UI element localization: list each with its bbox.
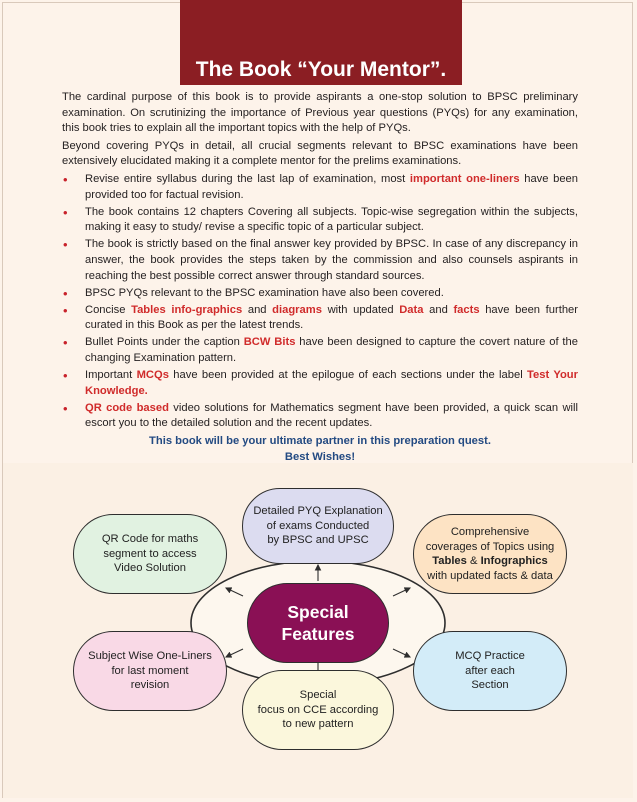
intro-paragraph-2: Beyond covering PYQs in detail, all crucial segments relevant to BPSC examinations have been extensively elucidated making it a complete mentor for the prelims examinations. bbox=[62, 139, 578, 168]
special-features-center: Special Features bbox=[247, 583, 389, 663]
intro-paragraph-1: The cardinal purpose of this book is to provide aspirants a one-stop solution to BPSC preliminary examination. On scrutinizing the importance of Previous year questions (PYQs) for any examination, this book tries to explain all the important topics with the help of PYQs. bbox=[62, 91, 578, 135]
feature-list bbox=[62, 172, 578, 432]
node-pyq-explanation: Detailed PYQ Explanation of exams Conducted by BPSC and UPSC bbox=[242, 488, 394, 564]
closing-line-1: This book will be your ultimate partner in this preparation quest. bbox=[149, 435, 491, 448]
intro-content bbox=[62, 90, 578, 465]
bullet-icon: • bbox=[63, 302, 68, 318]
bullet-icon: • bbox=[63, 335, 68, 351]
node-mcq-practice: MCQ Practice after each Section bbox=[413, 631, 567, 711]
closing-line-2: Best Wishes! bbox=[284, 451, 356, 464]
node-one-liners: Subject Wise One-Liners for last moment revision bbox=[73, 631, 227, 711]
node-comprehensive-coverage: Comprehensive coverages of Topics using Tables & Infographics with updated facts & data bbox=[413, 514, 567, 594]
list-item: • BPSC PYQs relevant to the BPSC examination have also been covered. bbox=[63, 285, 444, 301]
bullet-icon: • bbox=[63, 368, 68, 384]
list-item: • Important MCQs have been provided at the epilogue of each sections under the label Test Your Knowledge. bbox=[63, 368, 578, 397]
title-banner-top bbox=[180, 0, 462, 56]
list-item: • Concise Tables info-graphics and diagrams with updated Data and facts have been further curated in this Book as per the latest trends. bbox=[63, 302, 578, 332]
page-title: The Book “Your Mentor”. bbox=[180, 55, 462, 85]
bullet-icon: • bbox=[63, 171, 68, 187]
node-qr-code: QR Code for maths segment to access Video Solution bbox=[73, 514, 227, 594]
node-cce-focus: Special focus on CCE according to new pattern bbox=[242, 670, 394, 750]
list-item: • Bullet Points under the caption BCW Bits have been designed to capture the covert nature of the changing Examination pattern. bbox=[63, 335, 578, 364]
bullet-icon: • bbox=[63, 237, 68, 253]
bullet-icon: • bbox=[63, 204, 68, 220]
bullet-icon: • bbox=[63, 400, 68, 416]
list-item: • The book is strictly based on the final answer key provided by BPSC. In case of any discrepancy in answer, the book provides the steps taken by the commission and also counsels aspirants in reaching the best possible correct answer through standard sources. bbox=[63, 237, 578, 282]
list-item: • Revise entire syllabus during the last lap of examination, most important one-liners have been provided too for factual revision. bbox=[63, 171, 579, 201]
bullet-icon: • bbox=[63, 285, 68, 301]
list-item: • QR code based video solutions for Mathematics segment have been provided, a quick scan will escort you to the detailed solution and the recent updates. bbox=[63, 400, 578, 430]
list-item: • The book contains 12 chapters Covering all subjects. Topic-wise segregation within the subjects, making it easy to study/ revise a specific topic of a particular subject. bbox=[63, 204, 578, 234]
